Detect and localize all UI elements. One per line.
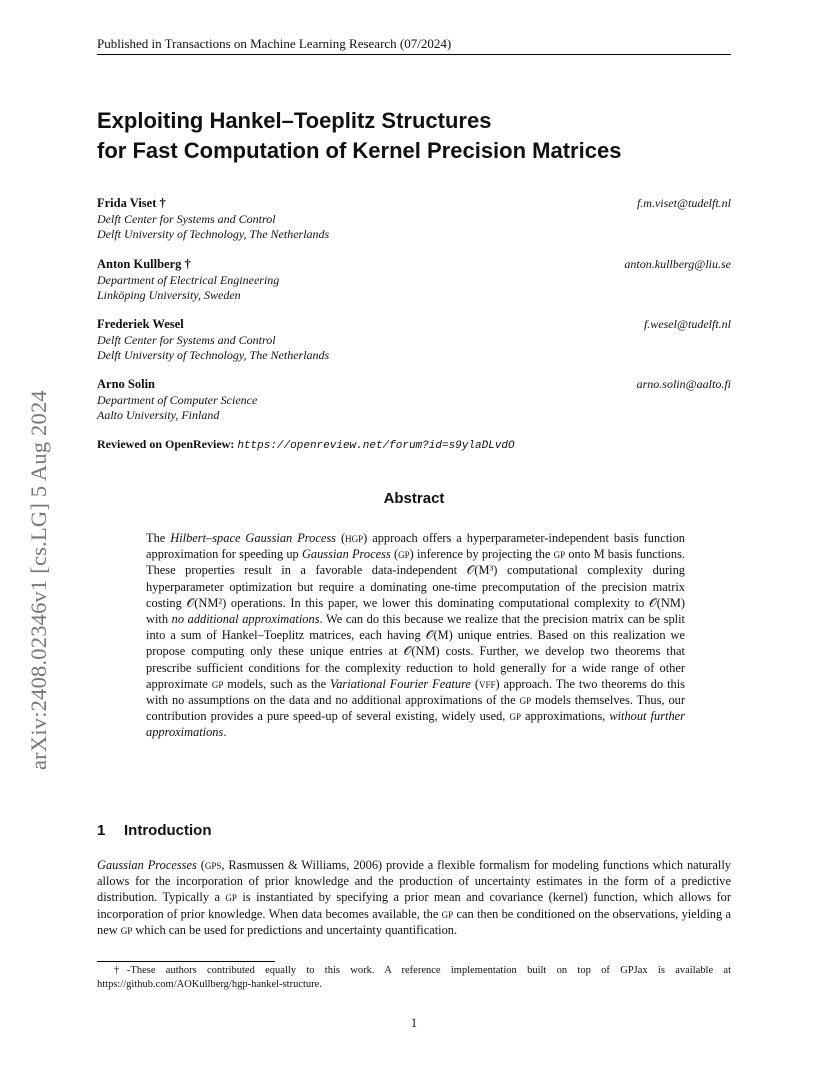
author-affiliation: Delft Center for Systems and Control — [97, 332, 276, 347]
author-affiliation: Delft University of Technology, The Netherlands — [97, 348, 330, 362]
author-affiliation: Delft University of Technology, The Netherlands — [97, 227, 330, 241]
abstract-heading: Abstract — [383, 490, 445, 507]
author-name: Frederiek Wesel — [97, 317, 184, 331]
running-header: Published in Transactions on Machine Learning Research (07/2024) — [97, 36, 452, 51]
paper-title — [97, 106, 737, 166]
author-email[interactable]: f.wesel@tudelft.nl — [643, 317, 731, 331]
section-title: Introduction — [124, 822, 212, 839]
author-affiliation: Department of Electrical Engineering — [97, 272, 280, 287]
header-rule — [97, 54, 731, 55]
openreview-link[interactable]: https://openreview.net/forum?id=s9ylaDLvdO — [237, 440, 515, 452]
footnote: †-These authors contributed equally to this work. A reference implementation built on top of GPJax is available at https://github.com/AOKullberg/hgp-hankel-structure. — [97, 965, 731, 990]
author-email[interactable]: f.m.viset@tudelft.nl — [636, 196, 731, 210]
title-line-2: for Fast Computation of Kernel Precision Matrices — [97, 138, 622, 163]
author-block-2 — [97, 257, 731, 304]
footnote-rule — [97, 961, 275, 962]
author-name: Frida Viset † — [97, 196, 166, 210]
author-affiliation: Linköping University, Sweden — [97, 288, 241, 302]
author-email[interactable]: anton.kullberg@liu.se — [624, 257, 731, 271]
author-name: Arno Solin — [97, 377, 156, 391]
author-block-1 — [97, 196, 731, 243]
openreview-label: Reviewed on OpenReview: — [97, 437, 235, 451]
abstract-body: The Hilbert–space Gaussian Process (hgp) approach offers a hyperparameter-independent basis function approximation for speeding up Gaussian Process (gp) inference by projecting the gp onto M basis functions. These properties result in a favorable data-independent 𝒪(M³) computational complexity during hyperparameter optimization but require a dominating one-time precomputation of the precision matrix costing 𝒪(NM²) operations. In this paper, we lower this dominating computational complexity to 𝒪(NM) with no additional approximations. We can do this because we realize that the precision matrix can be split into a sum of Hankel–Toeplitz matrices, each having 𝒪(M) unique entries. Based on this realization we propose computing only these unique entries at 𝒪(NM) costs. Further, we develop two theorems that prescribe sufficient conditions for the complexity reduction to hold generally for a wide range of other approximate gp models, such as the Variational Fourier Feature (vff) approach. The two theorems do this with no assumptions on the data and no additional approximations of the gp models themselves. Thus, our contribution provides a pure speed-up of several existing, widely used, gp approximations, without further approximations. — [146, 531, 685, 740]
introduction-paragraph: Gaussian Processes (gps, Rasmussen & Williams, 2006) provide a flexible formalism for modeling functions which naturally allows for the incorporation of prior knowledge and the production of uncertainty estimates in the form of a predictive distribution. Typically a gp is instantiated by specifying a prior mean and covariance (kernel) function, which allows for incorporation of prior knowledge. When data becomes available, the gp can then be conditioned on the observations, yielding a new gp which can be used for predictions and uncertainty quantification. — [97, 858, 731, 937]
arxiv-identifier: arXiv:2408.02346v1 [cs.LG] 5 Aug 2024 — [26, 390, 51, 770]
arxiv-stamp — [26, 290, 52, 770]
page-number: 1 — [410, 1016, 418, 1030]
author-affiliation: Delft Center for Systems and Control — [97, 211, 276, 226]
author-affiliation: Aalto University, Finland — [97, 408, 220, 422]
openreview-line — [97, 436, 731, 454]
author-block-4 — [97, 377, 731, 424]
author-block-3 — [97, 317, 731, 364]
author-affiliation: Department of Computer Science — [97, 392, 258, 407]
title-line-1: Exploiting Hankel–Toeplitz Structures — [97, 108, 492, 133]
section-heading-introduction — [97, 822, 731, 840]
section-number: 1 — [97, 822, 106, 839]
author-name: Anton Kullberg † — [97, 257, 191, 271]
author-email[interactable]: arno.solin@aalto.fi — [636, 377, 731, 391]
